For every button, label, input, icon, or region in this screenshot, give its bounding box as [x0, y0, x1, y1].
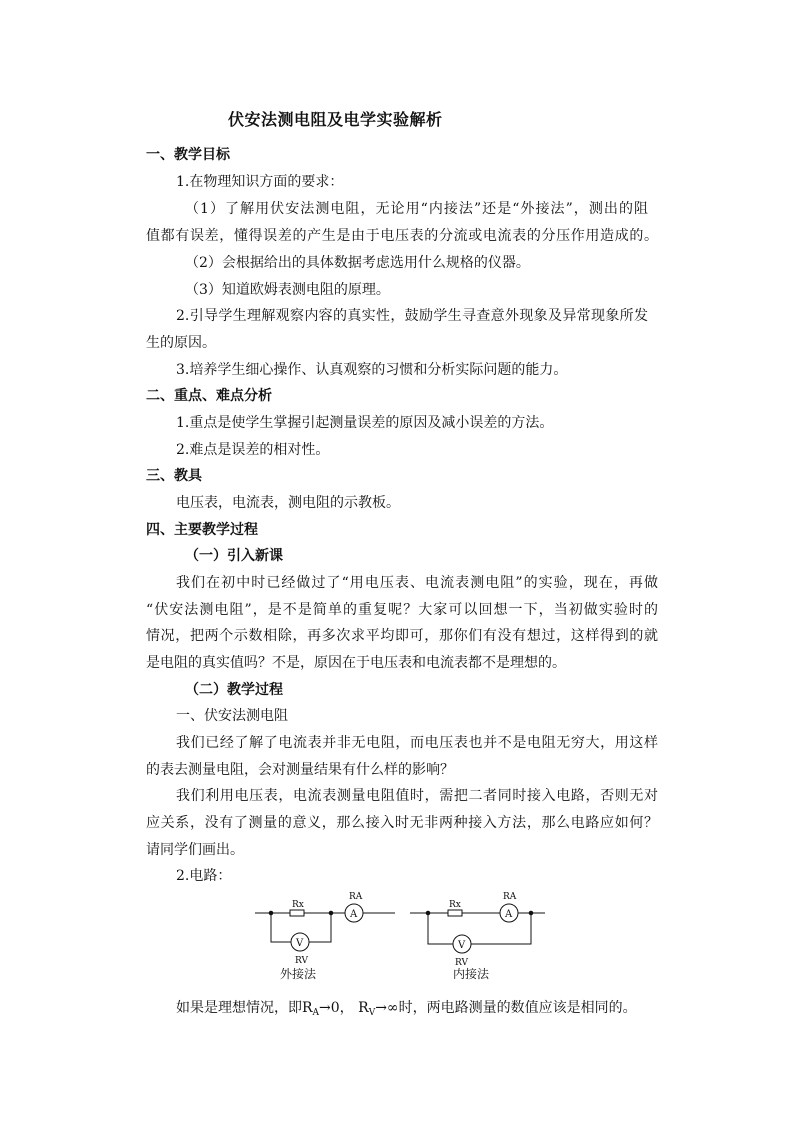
goal-sub-3: （3）知道欧姆表测电阻的原理。: [185, 282, 390, 298]
ra-subscript: A: [312, 1008, 320, 1018]
internal-circuit: [410, 892, 545, 981]
intro-para-line-1: 我们在初中时已经做过了“用电压表、电流表测电阻”的实验，现在，再做: [176, 575, 658, 591]
para-2-line-2: 的表去测量电阻，会对测量结果有什么样的影响？: [146, 762, 454, 778]
rx-label-left: Rx: [292, 900, 304, 910]
rx-resistor-right: [448, 910, 462, 916]
caption-internal: 内接法: [453, 967, 490, 981]
rv-label-right: RV: [455, 958, 468, 968]
para-2-line-1: 我们已经了解了电流表并非无电阻，而电压表也并不是电阻无穷大，用这样: [176, 735, 658, 751]
ideal-mid: →0， R: [319, 1000, 369, 1016]
external-circuit: [255, 892, 395, 981]
section-heading-process: 四、主要教学过程: [146, 522, 258, 538]
ideal-post: →∞时，两电路测量的数值应该是相同的。: [375, 1000, 637, 1016]
section-heading-equipment: 三、教具: [146, 468, 202, 484]
key-point-1: 1.重点是使学生掌握引起测量误差的原因及减小误差的方法。: [176, 415, 554, 431]
page-title: 伏安法测电阻及电学实验解析: [228, 110, 443, 129]
ideal-pre: 如果是理想情况，即R: [176, 1000, 313, 1016]
subsection-intro: （一）引入新课: [185, 548, 283, 564]
caption-external: 外接法: [280, 967, 317, 981]
goal-sub-2: （2）会根据给出的具体数据考虑选用什么规格的仪器。: [185, 255, 530, 271]
rv-label-left: RV: [295, 956, 308, 966]
voltmeter-symbol-right: V: [458, 940, 466, 951]
ra-label-right: RA: [503, 892, 517, 902]
equipment-text: 电压表，电流表，测电阻的示教板。: [176, 495, 400, 511]
rx-label-right: Rx: [449, 900, 461, 910]
ideal-case-sentence: [176, 998, 688, 1023]
intro-para-line-2: “伏安法测电阻”，是不是简单的重复呢？大家可以回想一下，当初做实验时的: [146, 602, 658, 618]
goal-item-2-line-2: 生的原因。: [146, 335, 216, 351]
key-point-2: 2.难点是误差的相对性。: [176, 442, 330, 458]
para-3-line-3: 请同学们画出。: [146, 842, 244, 858]
circuit-label: 2.电路：: [176, 868, 232, 884]
rv-subscript: V: [368, 1008, 376, 1018]
part-1-heading: 一、伏安法测电阻: [176, 708, 288, 724]
rx-resistor-left: [290, 910, 304, 916]
goal-item-3: 3.培养学生细心操作、认真观察的习惯和分析实际问题的能力。: [176, 362, 568, 378]
para-3-line-1: 我们利用电压表，电流表测量电阻值时，需把二者同时接入电路，否则无对: [176, 788, 658, 804]
voltmeter-symbol-left: V: [296, 938, 304, 949]
circuit-figure: [250, 885, 550, 985]
para-3-line-2: 应关系，没有了测量的意义，那么接入时无非两种接入方法，那么电路应如何？: [146, 815, 658, 831]
goal-item-2-line-1: 2.引导学生理解观察内容的真实性，鼓励学生寻查意外现象及异常现象所发: [176, 308, 648, 324]
intro-para-line-3: 情况，把两个示数相除，再多次求平均即可，那你们有没有想过，这样得到的就: [146, 628, 658, 644]
goal-sub-1-line-2: 值都有误差，懂得误差的产生是由于电压表的分流或电流表的分压作用造成的。: [146, 228, 658, 244]
ammeter-symbol-right: A: [505, 909, 513, 920]
ammeter-symbol-left: A: [350, 909, 358, 920]
goal-item-1: 1.在物理知识方面的要求：: [176, 174, 344, 190]
ra-label-left: RA: [349, 892, 363, 902]
intro-para-line-4: 是电阻的真实值吗？不是，原因在于电压表和电流表都不是理想的。: [146, 655, 566, 671]
subsection-teaching: （二）教学过程: [185, 682, 283, 698]
goal-sub-1-line-1: （1）了解用伏安法测电阻，无论用“内接法”还是“外接法”，测出的阻: [185, 201, 648, 217]
section-heading-goals: 一、教学目标: [146, 147, 230, 163]
section-heading-key-points: 二、重点、难点分析: [146, 388, 272, 404]
